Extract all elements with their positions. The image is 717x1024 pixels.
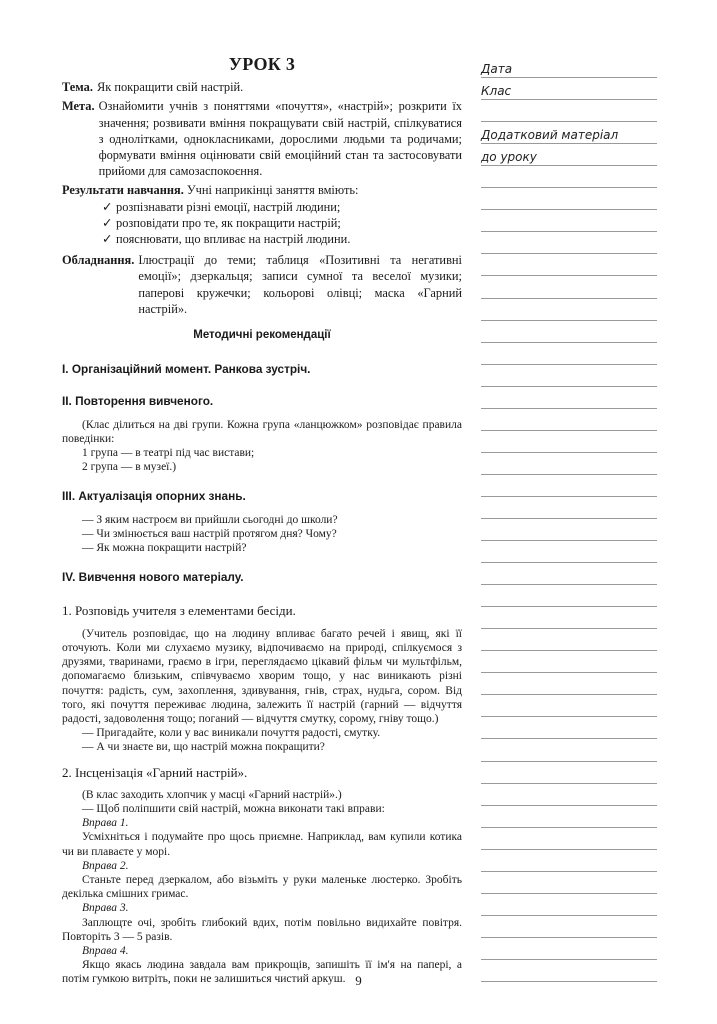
note-line[interactable] xyxy=(481,717,657,739)
results-heading xyxy=(62,182,462,198)
date-label: Дата xyxy=(481,62,513,77)
note-line[interactable] xyxy=(481,232,657,254)
topic-label: Тема. xyxy=(62,80,93,95)
note-line[interactable] xyxy=(481,431,657,453)
note-line[interactable] xyxy=(481,563,657,585)
extra-material-label: Додатковий матеріал xyxy=(481,128,619,143)
note-line[interactable] xyxy=(481,166,657,188)
question-line: — Як можна покращити настрій? xyxy=(82,542,247,555)
class-line[interactable] xyxy=(481,78,657,100)
note-line[interactable] xyxy=(481,276,657,298)
page-number: 9 xyxy=(355,973,362,988)
equipment-field xyxy=(62,252,462,317)
extra-material-line[interactable] xyxy=(481,122,657,144)
list-item: ✓ розповідати про те, як покращити настрій; xyxy=(102,215,341,230)
note-line[interactable] xyxy=(481,321,657,343)
exercise-title: Вправа 3. xyxy=(82,902,129,915)
note-line[interactable] xyxy=(481,541,657,563)
exercise-title: Вправа 4. xyxy=(82,944,129,957)
note-line[interactable] xyxy=(481,497,657,519)
extra-material-label-2: до уроку xyxy=(481,150,537,165)
results-intro: Учні наприкінці заняття вміють: xyxy=(186,183,359,198)
equipment-label: Обладнання. xyxy=(62,253,135,268)
goal-field xyxy=(62,98,462,179)
goal-text: Ознайомити учнів з поняттями «почуття», «настрій»; розкрити їх значення; розвивати вміння покращувати свій настрій, спілкуватися з однолітками, однокласниками, дорослими людьми та родичами; формувати вміння оцінювати свій емоційний стан та застосовувати прийоми для самозаспокоєння. xyxy=(98,99,462,179)
exercise-text: Усміхніться і подумайте про щось приємне. Наприклад, вам купили котика чи ви плаваєте у морі. xyxy=(62,831,462,858)
question-line: — Чи змінюється ваш настрій протягом дня? Чому? xyxy=(82,527,337,540)
exercise-title: Вправа 2. xyxy=(82,859,129,872)
notes-sidebar xyxy=(481,56,657,982)
note-line[interactable] xyxy=(481,210,657,232)
note-line[interactable] xyxy=(481,188,657,210)
class-label: Клас xyxy=(481,84,512,99)
note-line[interactable] xyxy=(481,299,657,321)
note-line[interactable] xyxy=(481,784,657,806)
note-line[interactable] xyxy=(481,651,657,673)
subsection-1-body xyxy=(62,627,462,755)
subsection-heading: 1. Розповідь учителя з елементами бесіди. xyxy=(62,603,296,619)
lesson-content xyxy=(62,56,462,987)
paragraph: — Щоб поліпшити свій настрій, можна виконати такі вправи: xyxy=(82,802,385,815)
note-line[interactable] xyxy=(481,475,657,497)
note-line[interactable] xyxy=(481,387,657,409)
subsection-2-body xyxy=(62,788,462,987)
date-line[interactable] xyxy=(481,56,657,78)
note-line[interactable] xyxy=(481,894,657,916)
note-line[interactable] xyxy=(481,739,657,761)
question-line: — З яким настроєм ви прийшли сьогодні до школи? xyxy=(82,513,338,526)
check-icon: ✓ xyxy=(102,232,113,247)
exercise-text: Станьте перед дзеркалом, або візьміть у руки маленьке люстерко. Зробіть декілька смішних гримас. xyxy=(62,873,462,901)
list-item: ✓ пояснювати, що впливає на настрій людини. xyxy=(102,232,351,247)
subsection-heading: 2. Інсценізація «Гарний настрій». xyxy=(62,764,248,780)
goal-label: Мета. xyxy=(62,99,95,114)
extra-material-line-2[interactable] xyxy=(481,144,657,166)
equipment-text: Ілюстрації до теми; таблиця «Позитивні та негативні емоції»; дзеркальця; записи сумної та веселої музики; паперові кружечки; кольорові олівці; маска «Гарний настрій». xyxy=(138,253,462,316)
list-item: 2 група — в музеї.) xyxy=(82,461,177,474)
note-line[interactable] xyxy=(481,409,657,431)
list-item: 1 група — в театрі під час вистави; xyxy=(82,447,255,460)
note-line[interactable] xyxy=(481,607,657,629)
section-heading: II. Повторення вивченого. xyxy=(62,394,214,409)
note-line[interactable] xyxy=(481,343,657,365)
check-icon: ✓ xyxy=(102,215,113,230)
results-list xyxy=(62,199,462,248)
topic-field xyxy=(62,79,462,95)
paragraph: (Учитель розповідає, що на людину впливає багато речей і явищ, які її оточують. Коли ми слухаємо музику, відпочиваємо на природі, спілкуємося з друзями, тваринами, граємо в ігри, переглядаємо цікавий фільм чи мультфільм, допомагаємо близьким, співчуваємо хворим тощо, у нас виникають різні почуття: радість, сум, захоплення, здивування, гнів, страх, нудьга, сором. Від того, які почуття переживає людина, залежить її настрій (гарний — відчуття радості, задоволення тощо; поганий — відчуття смутку, сорому, гніву тощо.) xyxy=(62,627,462,725)
exercise-text: Заплющте очі, зробіть глибокий вдих, потім повільно видихайте повітря. Повторіть 3 — 5 разів. xyxy=(62,916,462,943)
note-line[interactable] xyxy=(481,453,657,475)
note-line[interactable] xyxy=(481,916,657,938)
section-3-body xyxy=(62,513,462,556)
note-line[interactable] xyxy=(481,806,657,828)
exercise-title: Вправа 1. xyxy=(82,817,129,830)
note-line[interactable] xyxy=(481,365,657,387)
question-line: — А чи знаєте ви, що настрій можна покращити? xyxy=(82,741,325,754)
note-line[interactable] xyxy=(481,850,657,872)
note-line[interactable] xyxy=(481,762,657,784)
paragraph: (Клас ділиться на дві групи. Кожна група «ланцюжком» розповідає правила поведінки: xyxy=(62,418,462,445)
exercise-text: Якщо якась людина завдала вам прикрощів, запишіть її ім'я на папері, а потім гумкою витріть, поки не залишиться чистий аркуш. xyxy=(62,959,462,986)
note-line[interactable] xyxy=(481,828,657,850)
question-line: — Пригадайте, коли у вас виникали почуття радості, смутку. xyxy=(82,727,381,740)
check-icon: ✓ xyxy=(102,199,113,214)
section-heading: III. Актуалізація опорних знань. xyxy=(62,489,246,504)
lesson-title: УРОК 3 xyxy=(228,54,296,74)
methodical-heading: Методичні рекомендації xyxy=(193,329,331,342)
note-line[interactable] xyxy=(481,695,657,717)
note-line[interactable] xyxy=(481,673,657,695)
section-2-body xyxy=(62,418,462,475)
note-line[interactable] xyxy=(481,938,657,960)
note-line[interactable] xyxy=(481,629,657,651)
section-heading: I. Організаційний момент. Ранкова зустріч. xyxy=(62,362,311,377)
note-line[interactable] xyxy=(481,100,657,122)
list-item: ✓ розпізнавати різні емоції, настрій людини; xyxy=(102,199,341,214)
topic-text: Як покращити свій настрій. xyxy=(96,80,244,95)
note-line[interactable] xyxy=(481,254,657,276)
note-line[interactable] xyxy=(481,519,657,541)
paragraph: (В клас заходить хлопчик у масці «Гарний настрій».) xyxy=(82,788,342,801)
note-line[interactable] xyxy=(481,872,657,894)
results-label: Результати навчання. xyxy=(62,183,184,198)
section-heading: IV. Вивчення нового матеріалу. xyxy=(62,570,244,585)
note-line[interactable] xyxy=(481,585,657,607)
